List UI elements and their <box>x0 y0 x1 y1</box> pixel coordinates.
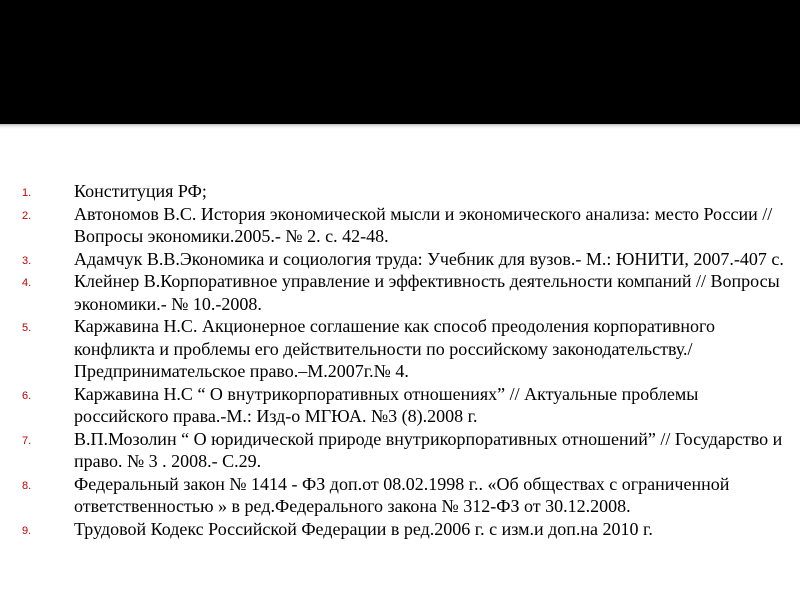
header-band <box>0 0 800 124</box>
list-item <box>22 315 792 383</box>
list-item <box>22 428 792 473</box>
item-text: Каржавина Н.С “ О внутрикорпоративных отношениях” // Актуальные проблемы российского права.-М.: Изд-о МГЮА. №3 (8).2008 г. <box>74 383 699 426</box>
item-number: 6. <box>22 389 32 402</box>
item-number: 2. <box>22 209 32 222</box>
reference-list <box>22 180 792 540</box>
list-item <box>22 518 792 541</box>
item-text: Трудовой Кодекс Российской Федерации в ред.2006 г. с изм.и доп.на 2010 г. <box>74 518 653 539</box>
item-text: В.П.Мозолин “ О юридической природе внутрикорпоративных отношений” // Государство и право. № 3 . 2008.- С.29. <box>74 428 783 471</box>
item-number: 1. <box>22 187 32 199</box>
item-text: Федеральный закон № 1414 - ФЗ доп.от 08.02.1998 г.. «Об обществах с ограниченной ответственностью » в ред.Федерального закона № 312-ФЗ от 30.12.2008. <box>74 473 730 516</box>
item-text: Адамчук В.В.Экономика и социология труда: Учебник для вузов.- М.: ЮНИТИ, 2007.-407 с. <box>74 248 784 269</box>
header-divider <box>0 124 800 129</box>
list-item <box>22 270 792 315</box>
item-text: Клейнер В.Корпоративное управление и эффективность деятельности компаний // Вопросы экономики.- № 10.-2008. <box>74 271 780 314</box>
item-text: Конституция РФ; <box>74 181 207 201</box>
list-item <box>22 180 792 203</box>
item-number: 9. <box>22 524 32 537</box>
item-number: 5. <box>22 322 32 334</box>
item-text: Каржавина Н.С. Акционерное соглашение как способ преодоления корпоративного конфликта и проблемы его действительности по российскому законодательству./ Предпринимательское право.–М.2007г.№ 4. <box>74 316 715 381</box>
item-number: 3. <box>22 254 32 267</box>
list-item <box>22 473 792 518</box>
list-item <box>22 248 792 271</box>
item-text: Автономов В.С. История экономической мысли и экономического анализа: место России // Вопросы экономики.2005.- № 2. с. 42-48. <box>74 203 773 246</box>
list-item <box>22 383 792 428</box>
list-item <box>22 203 792 248</box>
item-number: 4. <box>22 277 32 289</box>
item-number: 7. <box>22 434 32 447</box>
item-number: 8. <box>22 479 32 492</box>
